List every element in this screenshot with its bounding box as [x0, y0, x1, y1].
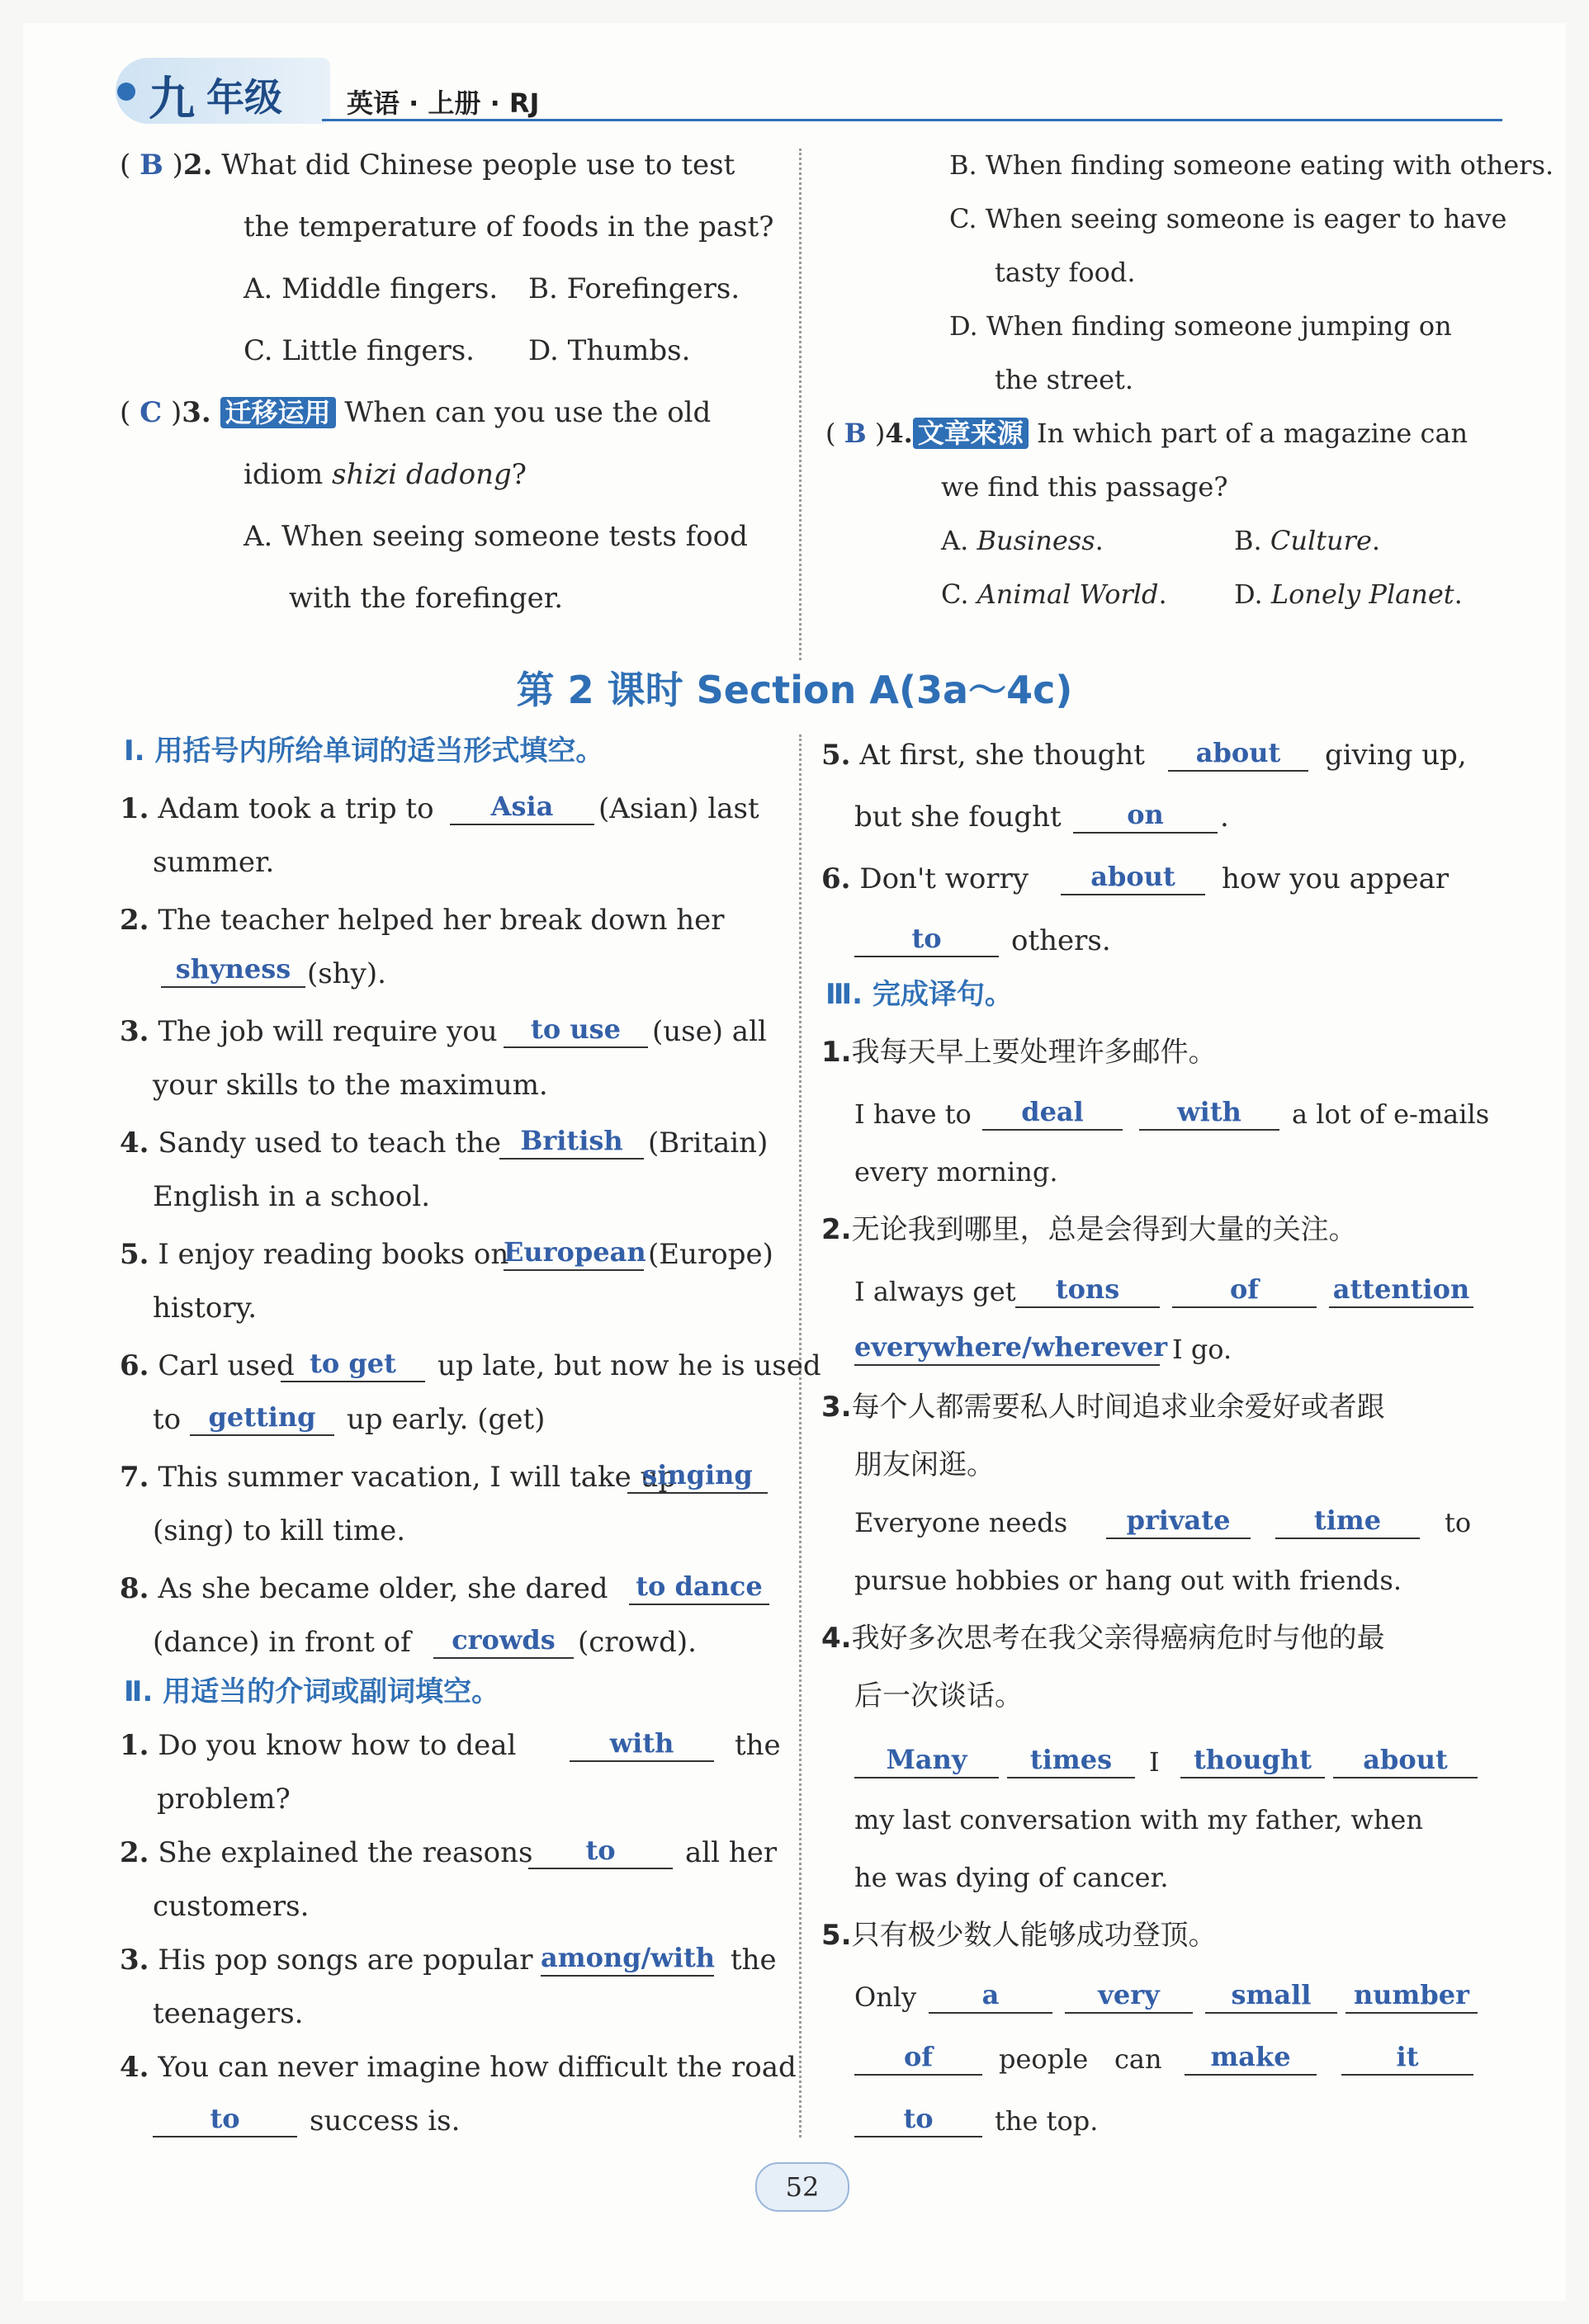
option-d: D. When finding someone jumping on: [949, 310, 1452, 342]
answer-blank[interactable]: getting: [190, 1401, 334, 1436]
suffix-text: all her: [685, 1836, 778, 1869]
continuation-text: customers.: [153, 1890, 310, 1923]
answer-blank[interactable]: thought: [1180, 1744, 1325, 1778]
suffix-text: (Europe): [648, 1238, 773, 1271]
suffix-text: a lot of e-mails: [1292, 1098, 1490, 1130]
p1-item-7: 7. This summer vacation, I will take up: [120, 1461, 677, 1494]
answer-blank[interactable]: tons: [1015, 1273, 1160, 1308]
p1-item-3: 3. The job will require you: [120, 1015, 498, 1048]
prefix-text: (dance) in front of: [153, 1626, 411, 1659]
answer-blank[interactable]: very: [1065, 1979, 1193, 2014]
suffix-text: (crowd).: [578, 1626, 697, 1659]
continuation-text: history.: [153, 1292, 258, 1325]
answer-blank[interactable]: times: [1007, 1744, 1135, 1778]
tag-label: 文章来源: [913, 418, 1029, 449]
answer-blank[interactable]: to dance: [629, 1571, 769, 1605]
grade-number: 九: [149, 73, 195, 126]
p2-item-5: 5. At first, she thought: [821, 739, 1145, 772]
answer-blank[interactable]: shyness: [161, 953, 305, 988]
question-4: ( B )4. 文章来源 In which part of a magazine can: [825, 418, 1468, 449]
inline-text: I: [1149, 1746, 1160, 1778]
answer-blank[interactable]: on: [1073, 799, 1218, 834]
continuation-text: summer.: [153, 846, 275, 879]
part-2-heading: Ⅱ. 用适当的介词或副词填空。: [124, 1675, 500, 1708]
option-d-line2: the street.: [995, 364, 1134, 395]
dot-icon: [117, 83, 135, 101]
answer-blank[interactable]: European: [504, 1236, 644, 1271]
p1-item-5: 5. I enjoy reading books on: [120, 1238, 509, 1271]
continuation-text: every morning.: [854, 1156, 1058, 1188]
answer-blank[interactable]: to use: [504, 1013, 648, 1048]
suffix-text: up late, but now he is used: [437, 1349, 821, 1382]
option-c: C. Animal World.: [941, 579, 1167, 610]
column-divider-bottom: [799, 735, 802, 2137]
option-b: B. Culture.: [1234, 525, 1381, 556]
option-d: D. Lonely Planet.: [1234, 579, 1463, 610]
question-2: ( B )2. What did Chinese people use to test: [120, 149, 735, 182]
suffix-text: giving up,: [1325, 739, 1467, 772]
p2-item-6: 6. Don't worry: [821, 862, 1029, 895]
answer-blank[interactable]: to get: [281, 1348, 425, 1382]
continuation-text: (sing) to kill time.: [153, 1514, 405, 1547]
suffix-text: up early. (get): [347, 1403, 546, 1436]
continuation-text: my last conversation with my father, when: [854, 1804, 1423, 1835]
tag-label: 迁移运用: [220, 397, 336, 428]
answer-blank[interactable]: about: [1061, 861, 1205, 895]
answer-blank[interactable]: singing: [627, 1459, 768, 1494]
continuation-text: problem?: [157, 1783, 291, 1816]
answer-blank[interactable]: everywhere/wherever: [854, 1331, 1160, 1366]
answer-blank[interactable]: crowds: [433, 1624, 574, 1659]
header-rule: [322, 119, 1502, 121]
answer-blank[interactable]: it: [1341, 2041, 1473, 2076]
page-header: [99, 58, 1486, 132]
answer-blank[interactable]: about: [1168, 737, 1308, 772]
inline-text: can: [1114, 2043, 1162, 2075]
answer-blank[interactable]: private: [1106, 1504, 1251, 1539]
p3-item-1: 1.我每天早上要处理许多邮件。: [821, 1036, 1217, 1069]
option-c: C. When seeing someone is eager to have: [949, 203, 1507, 234]
suffix-text: others.: [1011, 924, 1111, 957]
prefix-text: Everyone needs: [854, 1507, 1068, 1538]
answer-blank[interactable]: British: [499, 1125, 644, 1160]
continuation-text: he was dying of cancer.: [854, 1862, 1169, 1893]
answer-blank[interactable]: of: [1172, 1273, 1317, 1308]
suffix-text: (shy).: [307, 957, 386, 990]
suffix-text: the: [731, 1944, 777, 1977]
p3-item-4: 4.我好多次思考在我父亲得癌病危时与他的最: [821, 1622, 1385, 1655]
suffix-text: (use) all: [652, 1015, 767, 1048]
p2-item-3: 3. His pop songs are popular: [120, 1944, 533, 1977]
answer-blank[interactable]: time: [1275, 1504, 1420, 1539]
section-title: 第 2 课时 Section A(3a～4c): [516, 668, 1073, 712]
question-2-line2: the temperature of foods in the past?: [244, 210, 774, 243]
answer-blank[interactable]: about: [1333, 1744, 1478, 1778]
prefix-text: but she fought: [854, 801, 1062, 834]
continuation-text: your skills to the maximum.: [153, 1069, 548, 1102]
p1-item-6: 6. Carl used: [120, 1349, 295, 1382]
option-c-line2: tasty food.: [995, 257, 1136, 288]
p3-item-2: 2.无论我到哪里，总是会得到大量的关注。: [821, 1213, 1357, 1246]
answer-blank[interactable]: among/with: [541, 1942, 714, 1977]
continuation-text: English in a school.: [153, 1180, 431, 1213]
option-c: C. Little fingers.: [244, 334, 475, 367]
p3-item-3: 3.每个人都需要私人时间追求业余爱好或者跟: [821, 1391, 1385, 1424]
answer-blank[interactable]: number: [1345, 1979, 1478, 2014]
suffix-text: (Britain): [648, 1127, 768, 1160]
suffix-text: how you appear: [1222, 862, 1449, 895]
suffix-text: .: [1220, 801, 1229, 834]
suffix-text: I go.: [1172, 1334, 1232, 1365]
p2-item-1: 1. Do you know how to deal: [120, 1729, 517, 1762]
suffix-text: to: [1445, 1507, 1472, 1538]
prefix-text: I always get: [854, 1276, 1016, 1307]
answer-blank[interactable]: with: [570, 1727, 714, 1762]
continuation-text: teenagers.: [153, 1997, 304, 2030]
p1-item-8: 8. As she became older, she dared: [120, 1572, 608, 1605]
p1-item-1: 1. Adam took a trip to: [120, 792, 434, 825]
question-3: ( C )3. 迁移运用 When can you use the old: [120, 396, 712, 429]
inline-text: people: [999, 2043, 1089, 2075]
continuation-text: pursue hobbies or hang out with friends.: [854, 1565, 1402, 1596]
option-a: A. When seeing someone tests food: [244, 520, 748, 553]
answer-blank[interactable]: to: [854, 2103, 982, 2137]
prefix-text: to: [153, 1403, 182, 1436]
part-3-heading: Ⅲ. 完成译句。: [825, 978, 1013, 1011]
answer-blank[interactable]: attention: [1329, 1273, 1473, 1308]
option-a-line2: with the forefinger.: [289, 582, 564, 615]
answer-blank[interactable]: Asia: [450, 791, 594, 825]
page-number: 52: [755, 2162, 849, 2212]
option-a: A. Middle fingers.: [244, 272, 499, 305]
prefix-text: I have to: [854, 1098, 972, 1130]
option-b: B. Forefingers.: [528, 272, 740, 305]
answer-blank[interactable]: of: [854, 2041, 982, 2076]
prefix-text: Only: [854, 1982, 917, 2013]
answer-blank[interactable]: to: [153, 2103, 297, 2137]
chinese-continuation: 后一次谈话。: [854, 1679, 1023, 1712]
p2-item-2: 2. She explained the reasons: [120, 1836, 533, 1869]
option-d: D. Thumbs.: [528, 334, 691, 367]
p2-item-4: 4. You can never imagine how difficult the road: [120, 2051, 797, 2084]
answer-blank[interactable]: Many: [854, 1744, 999, 1778]
suffix-text: success is.: [310, 2104, 461, 2137]
answer-blank[interactable]: a: [929, 1979, 1052, 2014]
answer-blank[interactable]: with: [1139, 1096, 1279, 1131]
question-4-line2: we find this passage?: [941, 471, 1228, 503]
suffix-text: the top.: [995, 2105, 1099, 2137]
grade-label: 年级: [206, 75, 282, 120]
chinese-continuation: 朋友闲逛。: [854, 1448, 995, 1481]
suffix-text: the: [735, 1729, 781, 1762]
answer-blank[interactable]: to: [528, 1835, 673, 1869]
answer-blank[interactable]: small: [1205, 1979, 1337, 2014]
p1-item-2: 2. The teacher helped her break down her: [120, 904, 725, 937]
answer-blank[interactable]: deal: [982, 1096, 1123, 1131]
part-1-heading: Ⅰ. 用括号内所给单词的适当形式填空。: [124, 735, 604, 768]
option-a: A. Business.: [941, 525, 1104, 556]
column-divider-top: [799, 149, 802, 660]
option-b: B. When finding someone eating with others.: [949, 149, 1554, 181]
answer-blank[interactable]: make: [1185, 2041, 1317, 2076]
p1-item-4: 4. Sandy used to teach the: [120, 1127, 502, 1160]
answer-blank[interactable]: to: [854, 923, 999, 957]
subject-label: 英语 · 上册 · RJ: [347, 87, 540, 119]
p3-item-5: 5.只有极少数人能够成功登顶。: [821, 1919, 1217, 1952]
suffix-text: (Asian) last: [598, 792, 759, 825]
grade-badge: [116, 58, 330, 124]
question-3-line2: idiom shizi dadong?: [244, 458, 527, 491]
